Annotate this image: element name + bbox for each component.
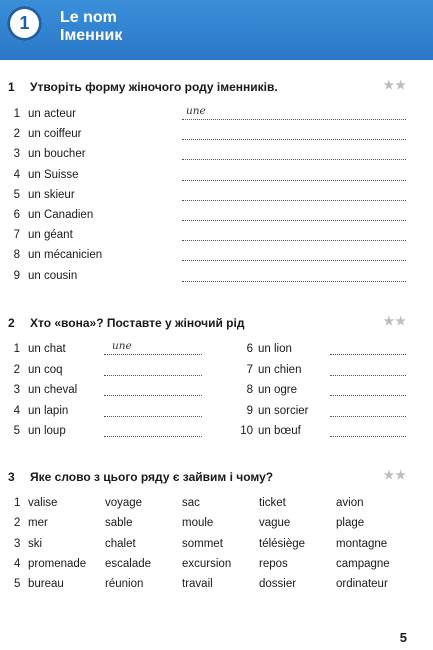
- item-number: 3: [13, 148, 20, 161]
- answer-field[interactable]: [330, 394, 406, 396]
- item-number: 2: [13, 363, 20, 376]
- list-item: [8, 167, 408, 183]
- answer-field[interactable]: [182, 179, 406, 181]
- exercise-3-title: Яке слово з цього ряду є зайвим і чому?: [30, 470, 274, 484]
- answer-field[interactable]: [104, 415, 202, 417]
- list-item: [238, 403, 410, 419]
- difficulty-stars-icon: ★★: [383, 468, 407, 482]
- item-number: 5: [13, 425, 20, 437]
- item-word: un loup: [28, 425, 66, 437]
- chapter-title: [60, 9, 122, 45]
- word-cell: sable: [105, 517, 133, 530]
- list-item: [8, 247, 408, 263]
- item-number: 4: [13, 168, 20, 181]
- item-number: 9: [13, 269, 20, 282]
- answer-field[interactable]: [104, 394, 202, 396]
- word-cell: télésiège: [259, 537, 306, 550]
- list-item: [8, 227, 408, 243]
- word-cell: mer: [28, 517, 48, 530]
- exercise-1-heading: [0, 80, 433, 98]
- list-item: [238, 423, 410, 439]
- list-item: [238, 382, 410, 398]
- item-word: un bœuf: [258, 425, 301, 437]
- answer-field[interactable]: [330, 374, 406, 376]
- list-item: [8, 187, 408, 203]
- answer-field[interactable]: [104, 435, 202, 437]
- answer-field[interactable]: [182, 280, 406, 282]
- chapter-title-fr: Le nom: [60, 9, 117, 26]
- item-word: un coq: [28, 363, 63, 376]
- chapter-header: [0, 0, 433, 60]
- item-word: un sorcier: [258, 404, 309, 417]
- chapter-title-ua: Іменник: [60, 27, 123, 44]
- word-cell: sac: [182, 497, 200, 509]
- item-word: un cheval: [28, 384, 78, 396]
- word-cell: moule: [182, 517, 214, 530]
- word-cell: ski: [28, 537, 43, 550]
- item-word: un cousin: [28, 269, 78, 282]
- word-cell: travail: [182, 578, 213, 591]
- item-word: un skieur: [28, 188, 75, 201]
- answer-field[interactable]: [182, 118, 406, 120]
- list-item: [8, 268, 408, 284]
- difficulty-stars-icon: ★★: [383, 78, 407, 92]
- word-cell: voyage: [105, 497, 143, 509]
- list-item: [238, 362, 410, 378]
- list-item: [8, 126, 408, 142]
- list-item: [8, 403, 208, 419]
- answer-field[interactable]: [104, 374, 202, 376]
- word-cell: chalet: [105, 537, 136, 550]
- exercise-3-number: 3: [8, 470, 15, 484]
- list-item: [8, 106, 408, 122]
- item-number: 2: [13, 128, 20, 141]
- answer-field[interactable]: [182, 259, 406, 261]
- exercise-2-title: Хто «вона»? Поставте у жіночий рід: [30, 316, 245, 330]
- item-word: un ogre: [258, 384, 298, 396]
- item-number: 8: [246, 384, 253, 396]
- list-item: [8, 146, 408, 162]
- row-number: 1: [14, 497, 21, 509]
- row-number: 2: [14, 517, 21, 530]
- list-item: [8, 423, 208, 439]
- word-cell: excursion: [182, 557, 232, 570]
- word-cell: promenade: [28, 557, 87, 570]
- item-number: 1: [13, 343, 20, 355]
- item-number: 4: [13, 404, 20, 417]
- item-number: 10: [240, 425, 253, 437]
- word-cell: montagne: [336, 537, 388, 550]
- word-cell: réunion: [105, 578, 144, 591]
- word-cell: sommet: [182, 537, 223, 550]
- word-cell: avion: [336, 497, 364, 509]
- handwritten-answer: une: [186, 105, 206, 117]
- exercise-2-heading: [0, 316, 433, 334]
- item-word: un chat: [28, 343, 66, 355]
- item-number: 8: [13, 249, 20, 262]
- item-number: 5: [13, 188, 20, 201]
- answer-field[interactable]: [182, 138, 406, 140]
- word-cell: ordinateur: [336, 578, 388, 591]
- word-cell: valise: [28, 497, 58, 509]
- exercise-2-number: 2: [8, 316, 15, 330]
- item-word: un géant: [28, 229, 73, 242]
- list-item: [8, 207, 408, 223]
- answer-field[interactable]: [182, 158, 406, 160]
- word-cell: campagne: [336, 557, 390, 570]
- item-word: un mécanicien: [28, 249, 103, 262]
- row-number: 5: [14, 578, 21, 591]
- answer-field[interactable]: [182, 219, 406, 221]
- item-word: un lapin: [28, 404, 69, 417]
- item-number: 6: [13, 209, 20, 221]
- answer-field[interactable]: [330, 415, 406, 417]
- answer-field[interactable]: [182, 199, 406, 201]
- item-number: 7: [13, 229, 20, 242]
- item-number: 6: [246, 343, 253, 355]
- word-cell: plage: [336, 517, 365, 530]
- item-word: un chien: [258, 363, 302, 376]
- item-number: 1: [13, 108, 20, 120]
- row-number: 4: [14, 557, 21, 570]
- word-cell: ticket: [259, 497, 286, 509]
- item-number: 9: [246, 404, 253, 417]
- item-word: un coiffeur: [28, 128, 82, 141]
- handwritten-answer: une: [112, 340, 132, 352]
- word-cell: escalade: [105, 557, 152, 570]
- row-number: 3: [14, 537, 21, 550]
- page-number: 5: [399, 630, 407, 645]
- item-word: un boucher: [28, 148, 86, 161]
- list-item: [8, 341, 208, 357]
- answer-field[interactable]: [330, 353, 406, 355]
- exercise-3-heading: [0, 470, 433, 488]
- word-cell: dossier: [259, 578, 297, 591]
- exercise-1-number: 1: [8, 80, 15, 94]
- item-number: 3: [13, 384, 20, 396]
- answer-field[interactable]: [330, 435, 406, 437]
- answer-field[interactable]: [182, 239, 406, 241]
- word-cell: vague: [259, 517, 291, 530]
- list-item: [238, 341, 410, 357]
- item-word: un Suisse: [28, 168, 79, 181]
- word-cell: repos: [259, 557, 288, 570]
- exercise-1-title: Утворіть форму жіночого роду іменників.: [30, 80, 278, 94]
- word-cell: bureau: [28, 578, 64, 591]
- item-word: un acteur: [28, 108, 76, 120]
- item-word: un lion: [258, 343, 292, 355]
- list-item: [8, 362, 208, 378]
- item-word: un Canadien: [28, 209, 94, 221]
- difficulty-stars-icon: ★★: [383, 314, 407, 328]
- item-number: 7: [246, 363, 253, 376]
- list-item: [8, 382, 208, 398]
- chapter-number-badge: 1: [7, 6, 42, 41]
